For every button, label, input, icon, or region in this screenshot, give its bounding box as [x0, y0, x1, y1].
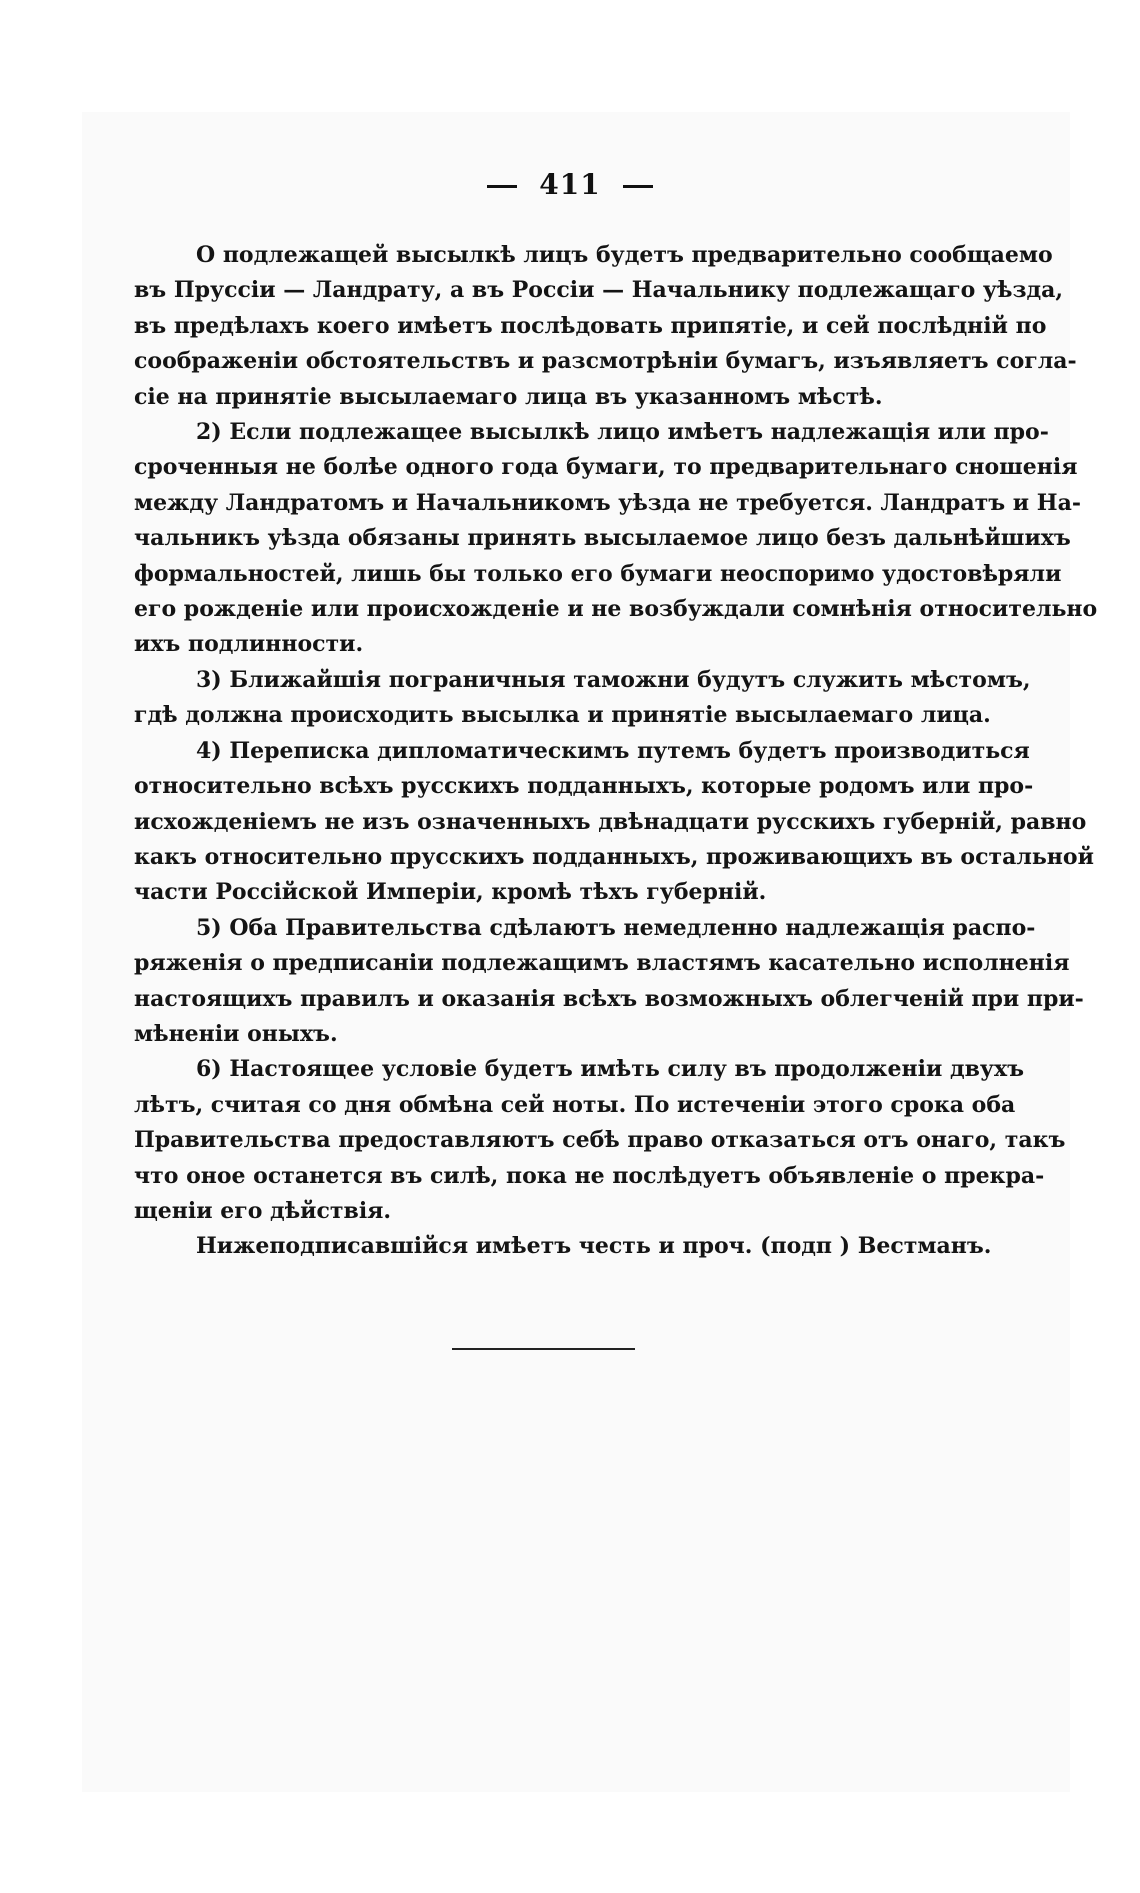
text-line: 5) Оба Правительства сдѣлаютъ немедленно надлежащія распо-: [196, 914, 1036, 941]
text-line: ряженія о предписаніи подлежащимъ властямъ касательно исполненія: [134, 950, 1070, 977]
text-line: его рожденіе или происхожденіе и не возбуждали сомнѣнія относительно: [134, 596, 1098, 623]
text-line: 6) Настоящее условіе будетъ имѣть силу въ продолженіи двухъ: [196, 1056, 1024, 1083]
text-line: 2) Если подлежащее высылкѣ лицо имѣетъ надлежащія или про-: [196, 419, 1049, 446]
text-line: 4) Переписка дипломатическимъ путемъ будетъ производиться: [196, 737, 1030, 764]
paragraph-4: [134, 734, 1094, 911]
paragraph-5: [134, 911, 1084, 1053]
paragraph-2: [134, 415, 1098, 663]
paragraph-3: [134, 663, 1031, 734]
text-line: между Ландратомъ и Начальникомъ уѣзда не требуется. Ландратъ и На-: [134, 489, 1081, 516]
text-line: чальникъ уѣзда обязаны принять высылаемое лицо безъ дальнѣйшихъ: [134, 525, 1071, 552]
text-line: части Россійской Имперіи, кромѣ тѣхъ губерній.: [134, 879, 767, 906]
text-line: настоящихъ правилъ и оказанія всѣхъ возможныхъ облегченій при при-: [134, 985, 1084, 1012]
text-line: соображеніи обстоятельствъ и разсмотрѣніи бумагъ, изъявляетъ согла-: [134, 348, 1077, 375]
text-line: О подлежащей высылкѣ лицъ будетъ предварительно сообщаемо: [196, 242, 1053, 268]
left-dash: [487, 185, 517, 188]
text-line: сроченныя не болѣе одного года бумаги, то предварительнаго сношенія: [134, 454, 1078, 481]
text-line: исхожденіемъ не изъ означенныхъ двѣнадцати русскихъ губерній, равно: [134, 808, 1087, 835]
text-line: формальностей, лишь бы только его бумаги неоспоримо удостовѣряли: [134, 560, 1062, 587]
closing-signature: [134, 1229, 992, 1264]
body-text: [134, 238, 1098, 1265]
text-line: щеніи его дѣйствія.: [134, 1197, 392, 1224]
closing-line: Нижеподписавшійся имѣетъ честь и проч. (подп ) Вестманъ.: [196, 1233, 992, 1260]
text-line: какъ относительно прусскихъ подданныхъ, проживающихъ въ остальной: [134, 843, 1094, 870]
page-number-header: [0, 168, 1140, 201]
text-line: что оное останется въ силѣ, пока не послѣдуетъ объявленіе о прекра-: [134, 1162, 1045, 1189]
text-line: лѣтъ, считая со дня обмѣна сей ноты. По истеченіи этого срока оба: [134, 1091, 1016, 1118]
text-line: мѣненіи оныхъ.: [134, 1020, 338, 1047]
text-line: въ предѣлахъ коего имѣетъ послѣдовать припятіе, и сей послѣдній по: [134, 312, 1047, 339]
page-number: 411: [539, 168, 601, 201]
text-line: сіе на принятіе высылаемаго лица въ указанномъ мѣстѣ.: [134, 383, 883, 410]
paragraph-6: [134, 1052, 1066, 1229]
text-line: относительно всѣхъ русскихъ подданныхъ, которые родомъ или про-: [134, 773, 1034, 800]
paragraph-intro: [134, 238, 1077, 415]
text-line: въ Пруссіи — Ландрату, а въ Россіи — Начальнику подлежащаго уѣзда,: [134, 277, 1064, 304]
right-dash: [623, 185, 653, 188]
text-line: ихъ подлинности.: [134, 631, 364, 658]
text-line: 3) Ближайшія пограничныя таможни будутъ служить мѣстомъ,: [196, 666, 1031, 693]
text-line: Правительства предоставляютъ себѣ право отказаться отъ онаго, такъ: [134, 1127, 1066, 1154]
text-line: гдѣ должна происходить высылка и принятіе высылаемаго лица.: [134, 702, 991, 729]
end-rule: [452, 1348, 635, 1350]
